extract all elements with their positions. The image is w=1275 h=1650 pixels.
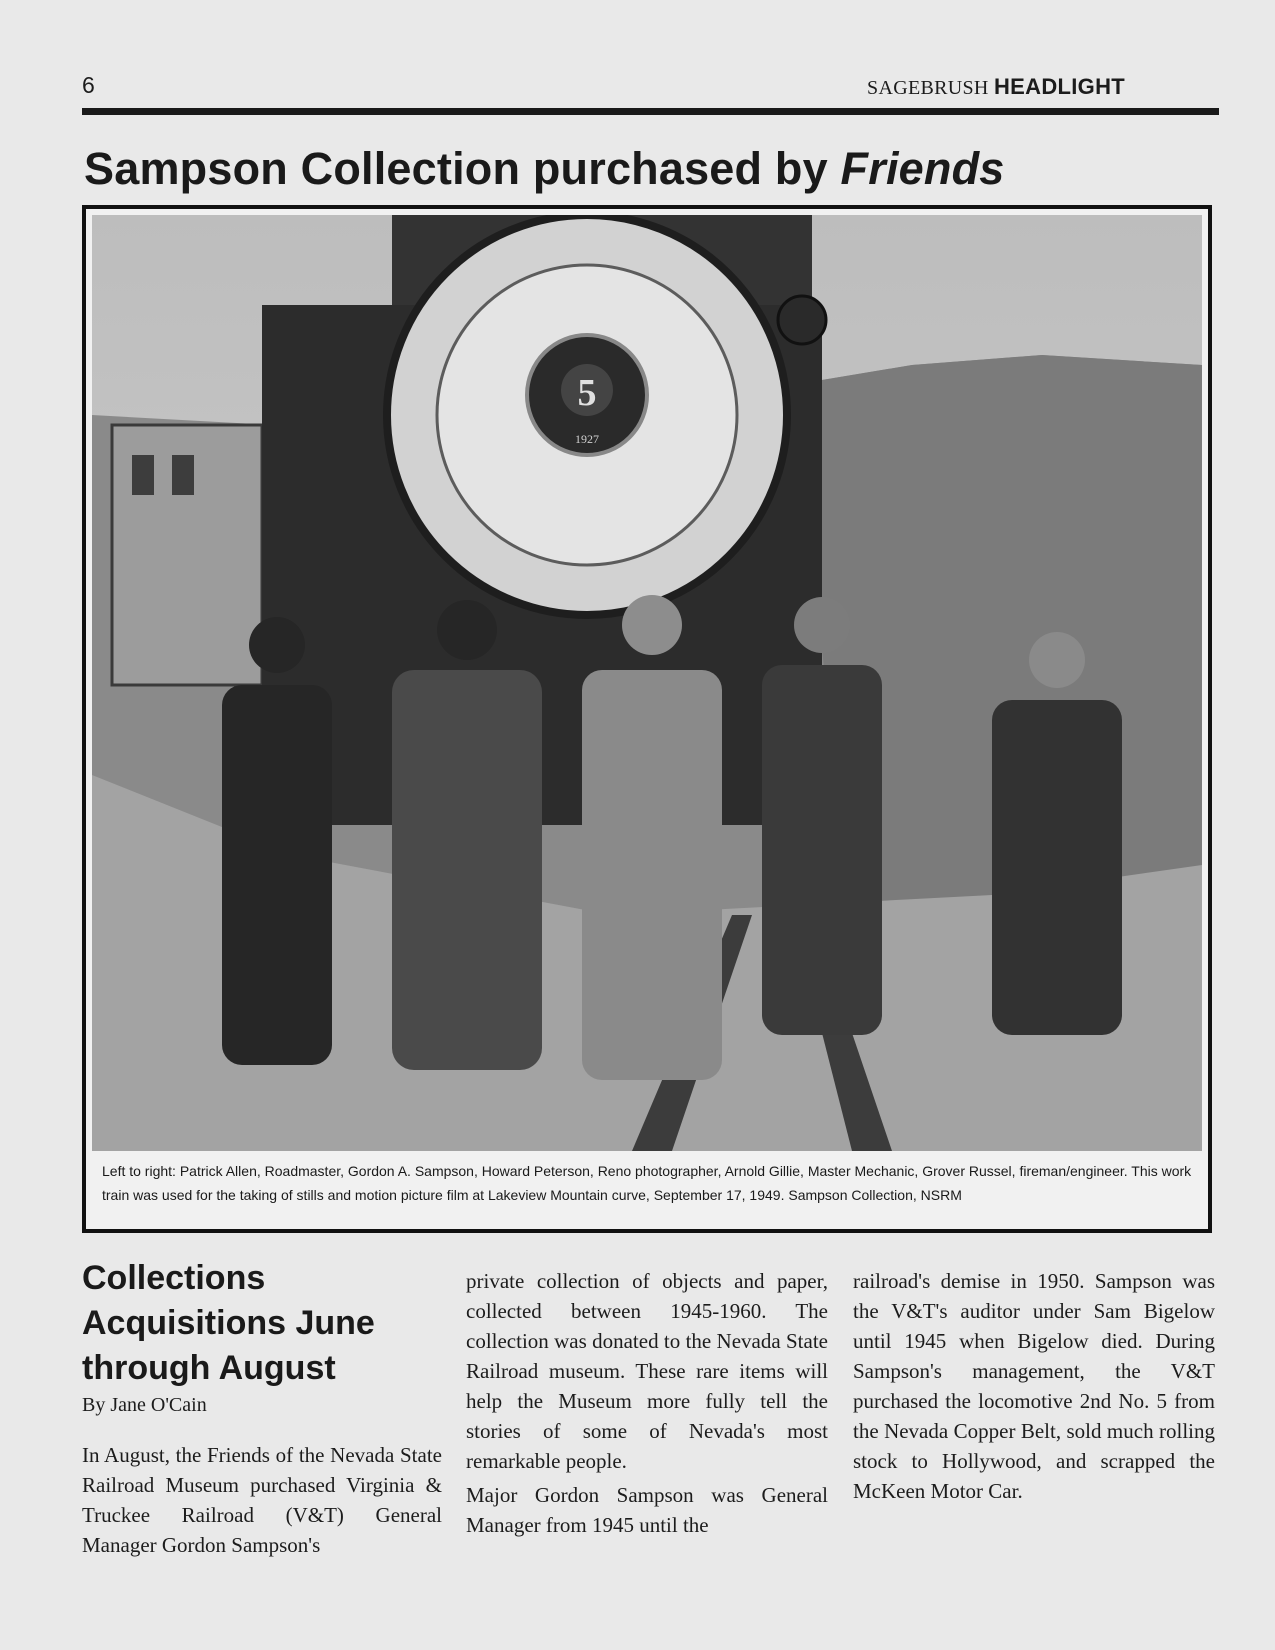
headlight [778, 296, 826, 344]
page-headline [84, 143, 1005, 194]
man-body [992, 700, 1122, 1035]
photo-frame [82, 205, 1212, 1233]
caboose-window [132, 455, 154, 495]
man-body [222, 685, 332, 1065]
photo-illustration [92, 215, 1202, 1151]
man-head [622, 595, 682, 655]
plate-year: 1927 [575, 432, 599, 446]
article-title: Collections Acquisitions June through August [82, 1259, 375, 1387]
man-body [582, 670, 722, 1080]
man-head [437, 600, 497, 660]
caboose-window [172, 455, 194, 495]
locomotive-number: 5 [577, 372, 597, 414]
article-column-1 [82, 1440, 442, 1560]
man-head [794, 597, 850, 653]
headline-text: Sampson Collection purchased by [84, 143, 841, 194]
paragraph: Major Gordon Sampson was General Manager from 1945 until the [466, 1483, 828, 1537]
paragraph: private collection of objects and paper, collected between 1945-1960. The collection was donated to the Nevada State Railroad museum. These rare items will help the Museum more fully tell the stories of some of Nevada's most remarkable people. [466, 1269, 828, 1473]
headline-emphasis: Friends [840, 143, 1005, 194]
paragraph: railroad's demise in 1950. Sampson was the V&T's auditor under Sam Bigelow until 1945 when Bigelow died. During Sampson's management, the V&T purchased the locomotive 2nd No. 5 from the Nevada Copper Belt, sold much rolling stock to Hollywood, and scrapped the McKeen Motor Car. [853, 1269, 1215, 1503]
man-head [1029, 632, 1085, 688]
paragraph: In August, the Friends of the Nevada State Railroad Museum purchased Virginia & Truckee Railroad (V&T) General Manager Gordon Sampson's [82, 1443, 442, 1557]
page-number: 6 [82, 72, 95, 98]
locomotive-photo [92, 215, 1202, 1151]
masthead-title: HEADLIGHT [993, 74, 1125, 99]
article-column-3 [853, 1266, 1215, 1506]
man-body [762, 665, 882, 1035]
man-head [249, 617, 305, 673]
masthead [867, 74, 1125, 100]
masthead-prefix: SAGEBRUSH [867, 77, 989, 99]
man-body [392, 670, 542, 1070]
article-column-2 [466, 1266, 828, 1540]
header-rule [82, 108, 1219, 115]
photo-caption: Left to right: Patrick Allen, Roadmaster, Gordon A. Sampson, Howard Peterson, Reno photographer, Arnold Gillie, Master Mechanic, Grover Russel, fireman/engineer. This work train was used for the taking of stills and motion picture film at Lakeview Mountain curve, September 17, 1949. Sampson Collection, NSRM [102, 1163, 1192, 1203]
byline: By Jane O'Cain [82, 1394, 207, 1416]
